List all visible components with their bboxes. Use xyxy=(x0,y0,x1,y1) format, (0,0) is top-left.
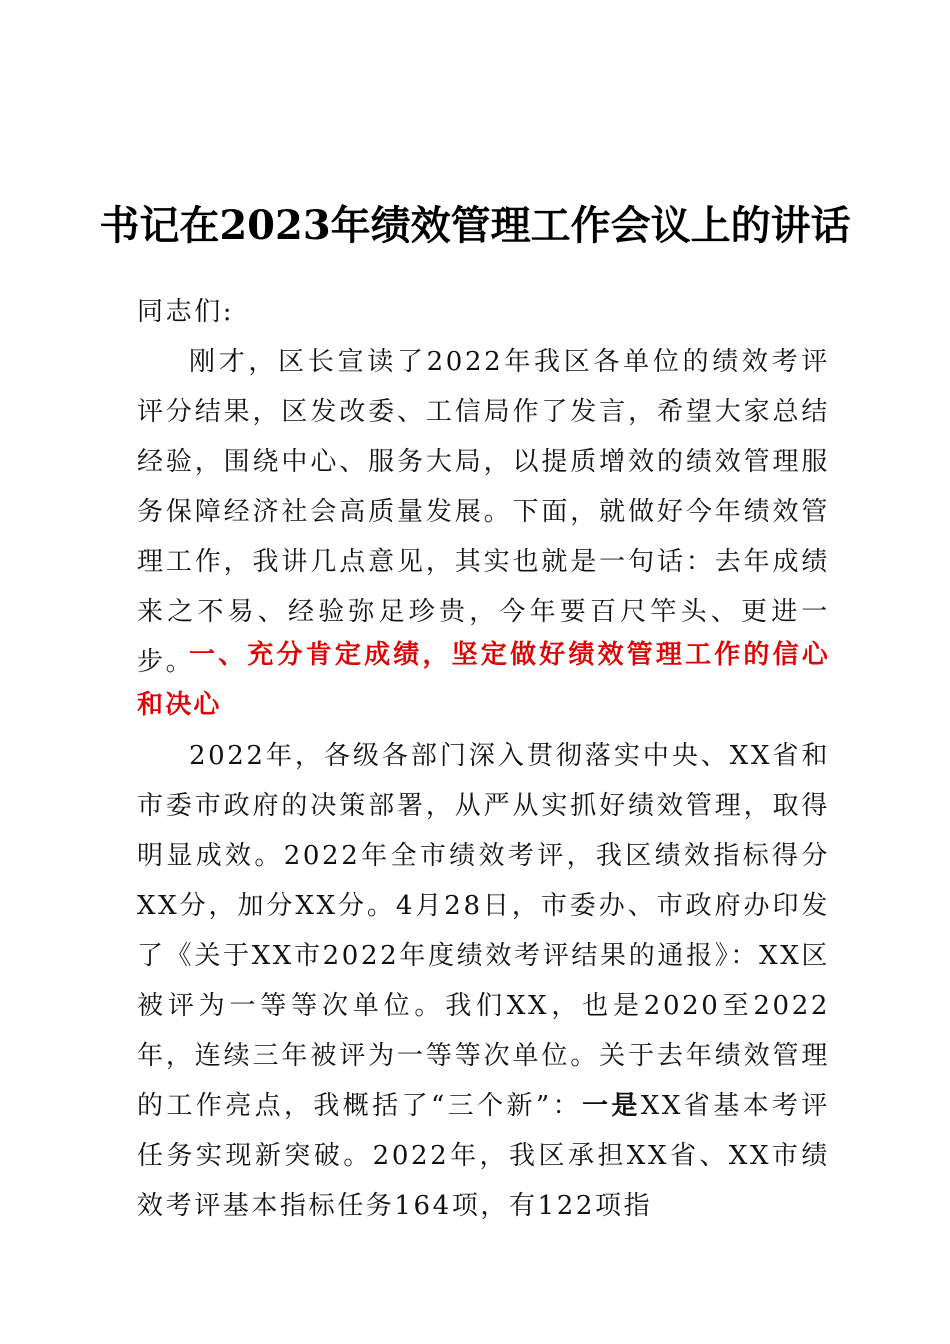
document-title: 书记在2023年绩效管理工作会议上的讲话 xyxy=(99,202,851,249)
paragraph-achievements-text-1: 2022年，各级各部门深入贯彻落实中央、XX省和市委市政府的决策部署，从严从实抓好绩效管理，取得明显成效。2022年全市绩效考评，我区绩效指标得分XX分，加分XX分。4月28日，市委办、市政府办印发了《关于XX市2022年度绩效考评结果的通报》：XX区被评为一等等次单位。我们XX，也是2020至2022年，连续三年被评为一等等次单位。关于去年绩效管理的工作亮点，我概括了“三个新”： xyxy=(137,741,830,1121)
section-heading-1: 一、充分肯定成绩，坚定做好绩效管理工作的信心和决心 xyxy=(137,640,830,720)
paragraph-achievements-lead: 一是 xyxy=(581,1091,641,1121)
paragraph-intro: 刚才，区长宣读了2022年我区各单位的绩效考评评分结果，区发改委、工信局作了发言，希望大家总结经验，围绕中心、服务大局，以提质增效的绩效管理服务保障经济社会高质量发展。下面，就做好今年绩效管理工作，我讲几点意见，其实也就是一句话：去年成绩来之不易、经验弥足珍贵，今年要百尺竿头、更进一步。 xyxy=(137,347,830,677)
paragraph-achievements xyxy=(137,731,830,1231)
paragraph-achievements-text-2: XX省基本考评任务实现新突破。2022年，我区承担XX省、XX市绩效考评基本指标任务164项，有122项指 xyxy=(137,1091,830,1221)
salutation: 同志们: xyxy=(137,297,235,327)
